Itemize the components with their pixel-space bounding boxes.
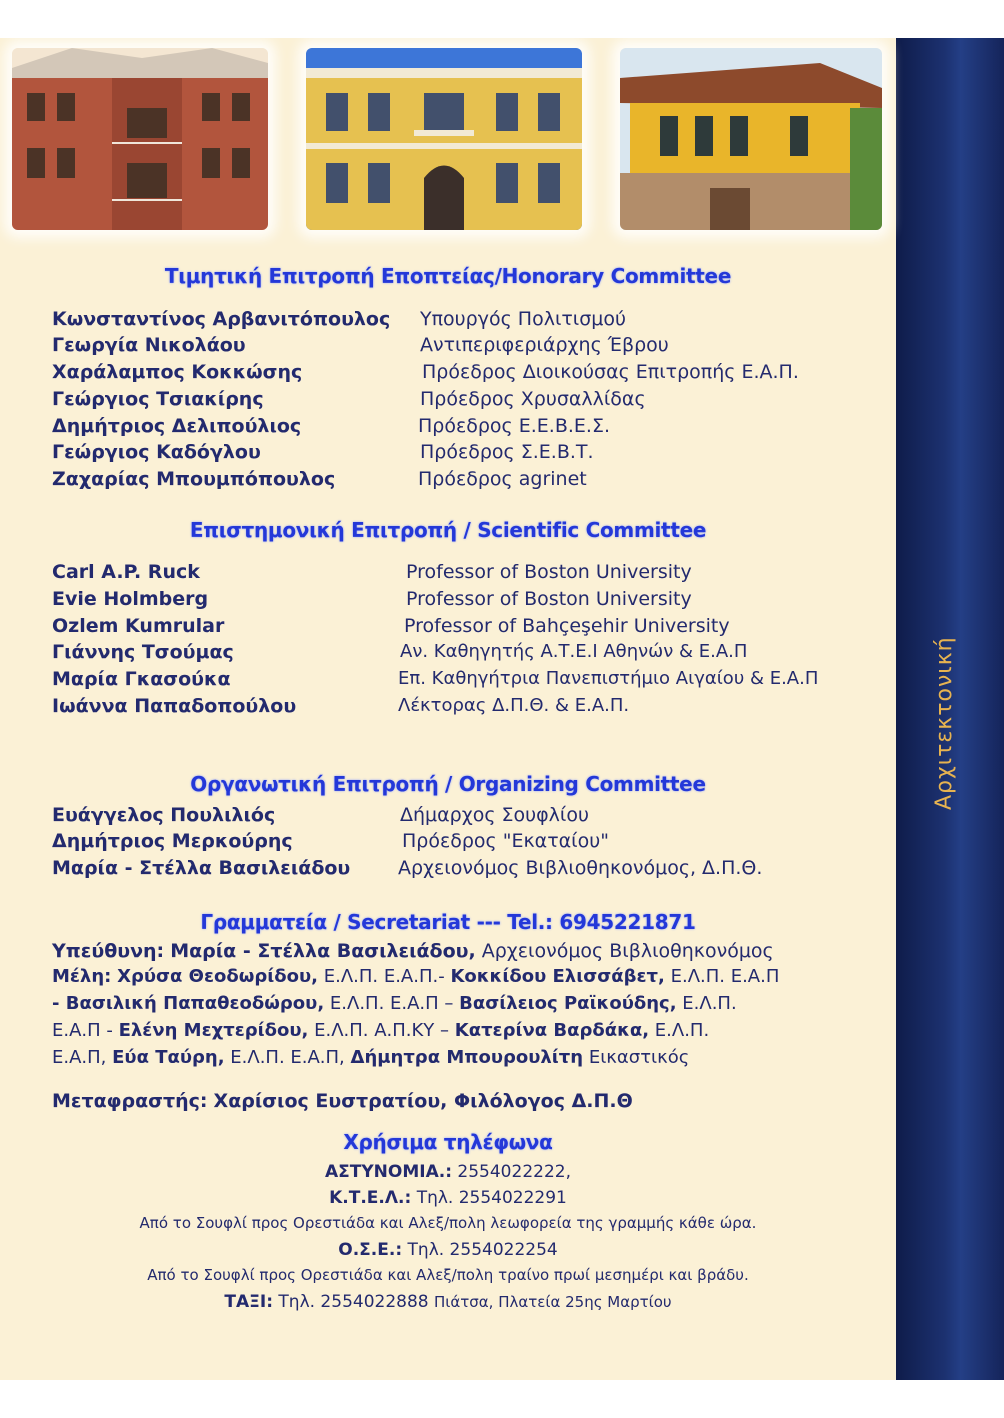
member-name: - Βασιλική Παπαθεοδώρου, [52,993,325,1014]
member-role: Πρόεδρος "Εκαταίου" [402,830,609,852]
member-name: Ozlem Kumrular [52,615,225,637]
member-name: Κωνσταντίνος Αρβανιτόπουλος [52,308,391,330]
member-name: Ζαχαρίας Μπουμπόπουλος [52,468,336,490]
member-role: Πρόεδρος Ε.Ε.Β.Ε.Σ. [418,415,610,437]
member-role: Ε.Α.Π - [52,1020,113,1041]
member-name: Δήμητρα Μπουρουλίτη [350,1047,584,1068]
police-value: 2554022222, [457,1162,571,1182]
ktel-value: Τηλ. 2554022291 [416,1188,567,1208]
honorary-committee-heading: Τιμητική Επιτροπή Εποπτείας/Honorary Committee [164,264,732,288]
member-role: Ε.Λ.Π. [654,1020,710,1041]
translator-value: Χαρίσιος Ευστρατίου, Φιλόλογος Δ.Π.Θ [213,1090,633,1112]
police-phone-line [0,1162,896,1182]
secretariat-members-line [52,1047,689,1068]
member-name: Γεώργιος Καδόγλου [52,441,261,463]
bus-note: Από το Σουφλί προς Ορεστιάδα και Αλεξ/πολη λεωφορεία της γραμμής κάθε ώρα. [139,1214,757,1232]
scientific-committee-heading: Επιστημονική Επιτροπή / Scientific Committee [189,518,707,542]
ktel-phone-line [0,1188,896,1208]
members-label: Μέλη: [52,966,112,987]
ose-label: Ο.Σ.Ε.: [338,1240,403,1260]
secretariat-members-line [52,1020,709,1041]
member-name: Δημήτριος Δελιπούλιος [52,415,302,437]
member-role: Λέκτορας Δ.Π.Θ. & Ε.Α.Π. [398,695,630,716]
member-role: Υπουργός Πολιτισμού [420,308,626,330]
member-role: Ε.Λ.Π. [682,993,737,1014]
member-role: Ε.Λ.Π. Ε.Α.Π, [230,1047,345,1068]
member-role: Εικαστικός [588,1047,690,1068]
member-role: Professor of Bahçeşehir University [404,615,730,637]
member-name: Evie Holmberg [52,588,209,610]
sidebar-label: Αρχιτεκτονική [932,636,957,810]
taxi-phone-line [0,1292,896,1312]
member-role: Επ. Καθηγήτρια Πανεπιστήμιο Αιγαίου & Ε.Α.Π [398,668,819,689]
member-role: Δήμαρχος Σουφλίου [400,804,589,826]
member-name: Μαρία Γκασούκα [52,668,231,690]
member-name: Carl A.P. Ruck [52,561,200,583]
member-name: Γεωργία Νικολάου [52,334,246,356]
useful-phones-heading: Χρήσιμα τηλέφωνα [343,1130,553,1154]
member-role: Professor of Boston University [406,588,692,610]
translator-line [52,1090,633,1112]
member-name: Κατερίνα Βαρδάκα, [454,1020,650,1041]
translator-label: Μεταφραστής: [52,1090,208,1112]
member-role: Πρόεδρος Σ.Ε.Β.Τ. [420,441,594,463]
member-name: Βασίλειος Ραϊκούδης, [459,993,677,1014]
ose-phone-line [0,1240,896,1260]
member-name: Ελένη Μεχτερίδου, [118,1020,309,1041]
member-role: Professor of Boston University [406,561,692,583]
member-role: Ε.Λ.Π. Ε.Α.Π [670,966,780,987]
member-name: Μαρία - Στέλλα Βασιλειάδου [52,857,351,879]
member-role: Ε.Λ.Π. Ε.Α.Π.- [323,966,445,987]
ktel-label: Κ.Τ.Ε.Λ.: [329,1188,412,1208]
member-name: Γεώργιος Τσιακίρης [52,388,264,410]
member-role: Ε.Α.Π, [52,1047,107,1068]
member-name: Δημήτριος Μερκούρης [52,830,293,852]
member-role: Αν. Καθηγητής Α.Τ.Ε.Ι Αθηνών & Ε.Α.Π [400,641,748,662]
responsible-name: Μαρία - Στέλλα Βασιλειάδου, [170,940,476,962]
member-role: Ε.Λ.Π. Α.Π.ΚΥ – [314,1020,450,1041]
responsible-label: Υπεύθυνη: [52,940,165,962]
secretariat-members-line [52,993,737,1014]
organizing-committee-heading: Οργανωτική Επιτροπή / Organizing Committee [190,772,706,796]
member-role: Αντιπεριφεριάρχης Έβρου [420,334,669,356]
taxi-place: Πιάτσα, Πλατεία 25ης Μαρτίου [434,1293,672,1311]
member-role: Πρόεδρος Χρυσαλλίδας [420,388,646,410]
member-name: Εύα Ταύρη, [112,1047,225,1068]
secretariat-heading: Γραμματεία / Secretariat --- Tel.: 6945221871 [200,910,696,934]
secretariat-members-line [52,966,779,987]
ose-value: Τηλ. 2554022254 [407,1240,558,1260]
member-name: Ιωάννα Παπαδοπούλου [52,695,297,717]
member-role: Πρόεδρος Διοικούσας Επιτροπής Ε.Α.Π. [422,361,799,383]
member-name: Κοκκίδου Ελισσάβετ, [450,966,665,987]
photo-yellow-neoclassical-building [306,48,582,230]
member-name: Χρύσα Θεοδωρίδου, [117,966,318,987]
train-note: Από το Σουφλί προς Ορεστιάδα και Αλεξ/πολη τραίνο πρωί μεσημέρι και βράδυ. [147,1266,749,1284]
member-role: Ε.Λ.Π. Ε.Α.Π – [329,993,454,1014]
member-name: Χαράλαμπος Κοκκώσης [52,361,303,383]
photo-red-brick-mansion [12,48,268,230]
member-role: Πρόεδρος agrinet [418,468,587,490]
responsible-role: Αρχειονόμος Βιβλιοθηκονόμος [481,940,774,962]
member-name: Γιάννης Τσούμας [52,641,234,663]
taxi-value: Τηλ. 2554022888 [278,1292,429,1312]
secretariat-responsible-line [52,940,774,962]
police-label: ΑΣΤΥΝΟΜΙΑ.: [325,1162,453,1182]
taxi-label: ΤΑΞΙ: [224,1292,273,1312]
member-name: Ευάγγελος Πουλιλιός [52,804,276,826]
photo-yellow-traditional-house [620,48,882,230]
member-role: Αρχειονόμος Βιβλιοθηκονόμος, Δ.Π.Θ. [398,857,763,879]
